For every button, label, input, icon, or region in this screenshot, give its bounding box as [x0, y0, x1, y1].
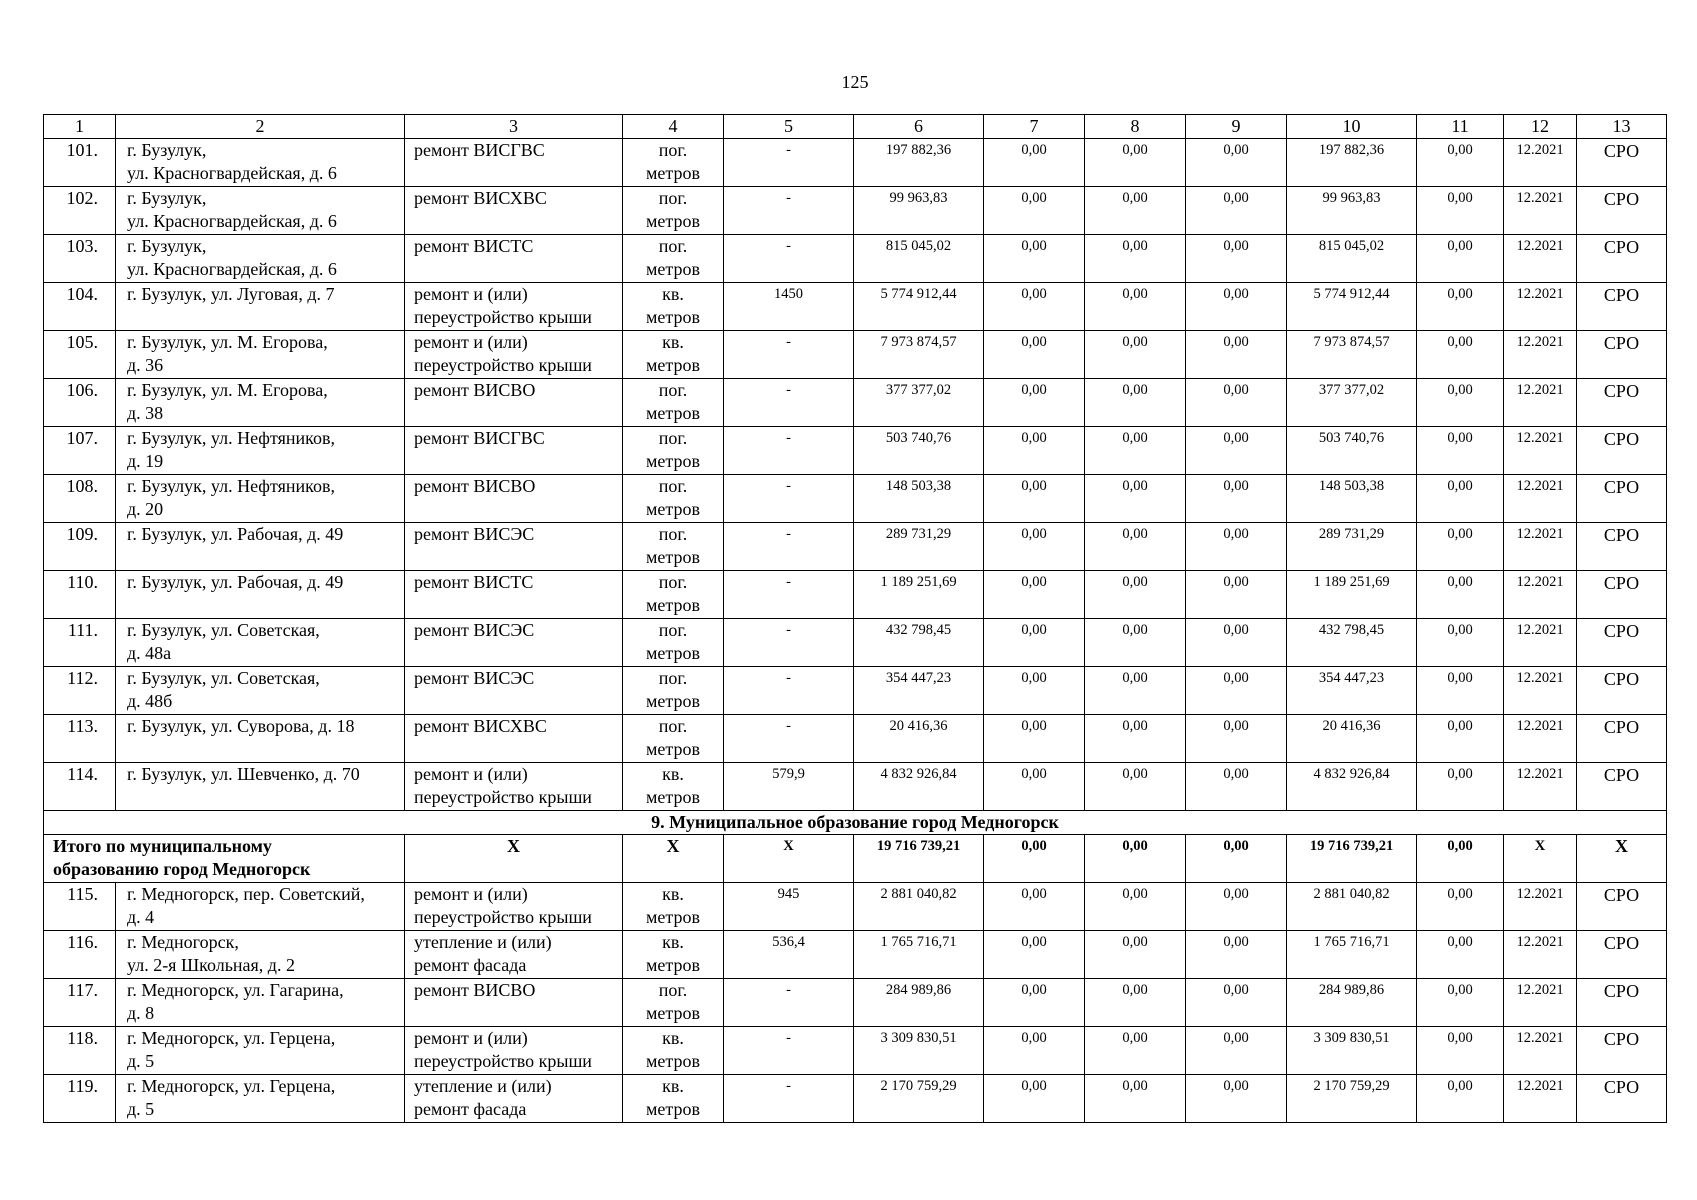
- unit-cell: пог. метров: [623, 979, 724, 1027]
- work-type-cell: ремонт и (или) переустройство крыши: [405, 883, 623, 931]
- row-number: 116.: [44, 931, 116, 979]
- total-cost-cell: 197 882,36: [854, 139, 984, 187]
- completion-date-cell: 12.2021: [1504, 619, 1577, 667]
- subtotal-label: Итого по муниципальному образованию город Медногорск: [44, 835, 405, 883]
- table-rows-mednogorsk: [44, 883, 1667, 1123]
- fund-cost-cell: 354 447,23: [1287, 667, 1417, 715]
- funding-cell: 0,00: [1417, 571, 1504, 619]
- funding-cell: 0,00: [1186, 931, 1287, 979]
- unit-cell: кв. метров: [623, 931, 724, 979]
- quantity-cell: -: [724, 187, 854, 235]
- method-cell: СРО: [1577, 715, 1667, 763]
- funding-cell: 0,00: [1186, 427, 1287, 475]
- quantity-cell: -: [724, 379, 854, 427]
- work-type-cell: ремонт и (или) переустройство крыши: [405, 763, 623, 811]
- funding-cell: 0,00: [1417, 139, 1504, 187]
- quantity-cell: -: [724, 1027, 854, 1075]
- work-type-cell: ремонт ВИСГВС: [405, 139, 623, 187]
- header-cell: 8: [1085, 115, 1186, 139]
- fund-cost-cell: 289 731,29: [1287, 523, 1417, 571]
- funding-cell: 0,00: [1417, 979, 1504, 1027]
- total-cost-cell: 5 774 912,44: [854, 283, 984, 331]
- funding-cell: 0,00: [1085, 619, 1186, 667]
- work-type-cell: утепление и (или) ремонт фасада: [405, 931, 623, 979]
- table-row: [44, 931, 1667, 979]
- repair-program-table: [43, 114, 1667, 1123]
- method-cell: СРО: [1577, 619, 1667, 667]
- table-row: [44, 331, 1667, 379]
- funding-cell: 0,00: [1085, 427, 1186, 475]
- table-row: [44, 571, 1667, 619]
- method-cell: СРО: [1577, 667, 1667, 715]
- funding-cell: 0,00: [984, 235, 1085, 283]
- row-number: 111.: [44, 619, 116, 667]
- table-rows-buzuluk: [44, 139, 1667, 811]
- table-row: [44, 979, 1667, 1027]
- fund-cost-cell: 377 377,02: [1287, 379, 1417, 427]
- total-cost-cell: 815 045,02: [854, 235, 984, 283]
- completion-date-cell: 12.2021: [1504, 475, 1577, 523]
- work-type-cell: ремонт ВИСХВС: [405, 715, 623, 763]
- work-type-cell: ремонт и (или) переустройство крыши: [405, 1027, 623, 1075]
- completion-date-cell: 12.2021: [1504, 187, 1577, 235]
- quantity-cell: 945: [724, 883, 854, 931]
- fund-cost-cell: 5 774 912,44: [1287, 283, 1417, 331]
- fund-cost-cell: 815 045,02: [1287, 235, 1417, 283]
- funding-cell: 0,00: [1085, 1075, 1186, 1123]
- quantity-cell: 536,4: [724, 931, 854, 979]
- funding-cell: 0,00: [1186, 883, 1287, 931]
- funding-cell: 0,00: [984, 283, 1085, 331]
- method-cell: СРО: [1577, 187, 1667, 235]
- funding-cell: 0,00: [1186, 523, 1287, 571]
- completion-date-cell: 12.2021: [1504, 1027, 1577, 1075]
- funding-cell: 0,00: [984, 667, 1085, 715]
- funding-cell: 0,00: [1417, 763, 1504, 811]
- completion-date-cell: 12.2021: [1504, 1075, 1577, 1123]
- funding-cell: 0,00: [1186, 571, 1287, 619]
- quantity-cell: -: [724, 667, 854, 715]
- funding-cell: 0,00: [1085, 139, 1186, 187]
- subtotal-cell: Х: [405, 835, 623, 883]
- funding-cell: 0,00: [984, 931, 1085, 979]
- completion-date-cell: 12.2021: [1504, 667, 1577, 715]
- funding-cell: 0,00: [1085, 283, 1186, 331]
- method-cell: СРО: [1577, 571, 1667, 619]
- subtotal-cell: Х: [1577, 835, 1667, 883]
- table-row: [44, 1027, 1667, 1075]
- method-cell: СРО: [1577, 883, 1667, 931]
- address-cell: г. Бузулук, ул. М. Егорова, д. 36: [116, 331, 405, 379]
- work-type-cell: ремонт ВИСВО: [405, 475, 623, 523]
- header-cell: 3: [405, 115, 623, 139]
- row-number: 105.: [44, 331, 116, 379]
- funding-cell: 0,00: [1417, 931, 1504, 979]
- unit-cell: пог. метров: [623, 475, 724, 523]
- funding-cell: 0,00: [984, 571, 1085, 619]
- funding-cell: 0,00: [1186, 667, 1287, 715]
- header-cell: 2: [116, 115, 405, 139]
- work-type-cell: ремонт ВИСГВС: [405, 427, 623, 475]
- method-cell: СРО: [1577, 331, 1667, 379]
- completion-date-cell: 12.2021: [1504, 283, 1577, 331]
- funding-cell: 0,00: [1417, 235, 1504, 283]
- quantity-cell: -: [724, 427, 854, 475]
- completion-date-cell: 12.2021: [1504, 523, 1577, 571]
- address-cell: г. Бузулук, ул. Красногвардейская, д. 6: [116, 235, 405, 283]
- completion-date-cell: 12.2021: [1504, 979, 1577, 1027]
- header-cell: 6: [854, 115, 984, 139]
- funding-cell: 0,00: [984, 715, 1085, 763]
- quantity-cell: -: [724, 331, 854, 379]
- unit-cell: пог. метров: [623, 619, 724, 667]
- fund-cost-cell: 284 989,86: [1287, 979, 1417, 1027]
- unit-cell: пог. метров: [623, 187, 724, 235]
- section-title: 9. Муниципальное образование город Медногорск: [44, 811, 1667, 835]
- fund-cost-cell: 7 973 874,57: [1287, 331, 1417, 379]
- completion-date-cell: 12.2021: [1504, 571, 1577, 619]
- address-cell: г. Бузулук, ул. Советская, д. 48б: [116, 667, 405, 715]
- funding-cell: 0,00: [1417, 379, 1504, 427]
- funding-cell: 0,00: [1186, 235, 1287, 283]
- total-cost-cell: 377 377,02: [854, 379, 984, 427]
- funding-cell: 0,00: [1417, 331, 1504, 379]
- row-number: 107.: [44, 427, 116, 475]
- quantity-cell: -: [724, 715, 854, 763]
- table-row: [44, 619, 1667, 667]
- funding-cell: 0,00: [1085, 931, 1186, 979]
- method-cell: СРО: [1577, 931, 1667, 979]
- header-cell: 10: [1287, 115, 1417, 139]
- unit-cell: пог. метров: [623, 571, 724, 619]
- funding-cell: 0,00: [1085, 379, 1186, 427]
- row-number: 110.: [44, 571, 116, 619]
- method-cell: СРО: [1577, 979, 1667, 1027]
- fund-cost-cell: 99 963,83: [1287, 187, 1417, 235]
- address-cell: г. Бузулук, ул. Шевченко, д. 70: [116, 763, 405, 811]
- method-cell: СРО: [1577, 283, 1667, 331]
- funding-cell: 0,00: [1085, 715, 1186, 763]
- funding-cell: 0,00: [1186, 1075, 1287, 1123]
- funding-cell: 0,00: [984, 475, 1085, 523]
- header-cell: 12: [1504, 115, 1577, 139]
- column-number-header-row: [44, 115, 1667, 139]
- row-number: 102.: [44, 187, 116, 235]
- table-row: [44, 187, 1667, 235]
- row-number: 119.: [44, 1075, 116, 1123]
- subtotal-cell: Х: [1504, 835, 1577, 883]
- funding-cell: 0,00: [1085, 667, 1186, 715]
- row-number: 118.: [44, 1027, 116, 1075]
- header-cell: 1: [44, 115, 116, 139]
- completion-date-cell: 12.2021: [1504, 331, 1577, 379]
- funding-cell: 0,00: [1085, 571, 1186, 619]
- total-cost-cell: 148 503,38: [854, 475, 984, 523]
- funding-cell: 0,00: [1186, 331, 1287, 379]
- unit-cell: пог. метров: [623, 523, 724, 571]
- funding-cell: 0,00: [1186, 619, 1287, 667]
- total-cost-cell: 2 170 759,29: [854, 1075, 984, 1123]
- subtotal-cell: Х: [623, 835, 724, 883]
- unit-cell: пог. метров: [623, 139, 724, 187]
- work-type-cell: ремонт ВИСЭС: [405, 523, 623, 571]
- address-cell: г. Бузулук, ул. Рабочая, д. 49: [116, 523, 405, 571]
- row-number: 114.: [44, 763, 116, 811]
- subtotal-cell: 0,00: [1085, 835, 1186, 883]
- funding-cell: 0,00: [984, 139, 1085, 187]
- funding-cell: 0,00: [1417, 715, 1504, 763]
- subtotal-fund: 19 716 739,21: [1287, 835, 1417, 883]
- funding-cell: 0,00: [984, 619, 1085, 667]
- unit-cell: пог. метров: [623, 715, 724, 763]
- funding-cell: 0,00: [1085, 763, 1186, 811]
- unit-cell: кв. метров: [623, 1027, 724, 1075]
- table-row: [44, 715, 1667, 763]
- completion-date-cell: 12.2021: [1504, 139, 1577, 187]
- fund-cost-cell: 1 189 251,69: [1287, 571, 1417, 619]
- completion-date-cell: 12.2021: [1504, 379, 1577, 427]
- work-type-cell: ремонт ВИСЭС: [405, 619, 623, 667]
- funding-cell: 0,00: [1417, 475, 1504, 523]
- funding-cell: 0,00: [1186, 475, 1287, 523]
- total-cost-cell: 3 309 830,51: [854, 1027, 984, 1075]
- row-number: 112.: [44, 667, 116, 715]
- method-cell: СРО: [1577, 1027, 1667, 1075]
- unit-cell: кв. метров: [623, 1075, 724, 1123]
- total-cost-cell: 432 798,45: [854, 619, 984, 667]
- fund-cost-cell: 503 740,76: [1287, 427, 1417, 475]
- address-cell: г. Медногорск, ул. Герцена, д. 5: [116, 1075, 405, 1123]
- address-cell: г. Бузулук, ул. Советская, д. 48а: [116, 619, 405, 667]
- subtotal-cell: 0,00: [984, 835, 1085, 883]
- funding-cell: 0,00: [984, 523, 1085, 571]
- row-number: 108.: [44, 475, 116, 523]
- quantity-cell: -: [724, 1075, 854, 1123]
- work-type-cell: утепление и (или) ремонт фасада: [405, 1075, 623, 1123]
- header-cell: 4: [623, 115, 724, 139]
- row-number: 109.: [44, 523, 116, 571]
- address-cell: г. Медногорск, ул. Герцена, д. 5: [116, 1027, 405, 1075]
- row-number: 113.: [44, 715, 116, 763]
- table-row: [44, 283, 1667, 331]
- fund-cost-cell: 3 309 830,51: [1287, 1027, 1417, 1075]
- total-cost-cell: 354 447,23: [854, 667, 984, 715]
- address-cell: г. Бузулук, ул. Красногвардейская, д. 6: [116, 139, 405, 187]
- funding-cell: 0,00: [1417, 619, 1504, 667]
- table-row: [44, 139, 1667, 187]
- funding-cell: 0,00: [1085, 187, 1186, 235]
- address-cell: г. Бузулук, ул. Нефтяников, д. 20: [116, 475, 405, 523]
- funding-cell: 0,00: [1186, 1027, 1287, 1075]
- quantity-cell: -: [724, 979, 854, 1027]
- funding-cell: 0,00: [1417, 187, 1504, 235]
- funding-cell: 0,00: [1085, 1027, 1186, 1075]
- method-cell: СРО: [1577, 235, 1667, 283]
- quantity-cell: -: [724, 475, 854, 523]
- unit-cell: кв. метров: [623, 331, 724, 379]
- completion-date-cell: 12.2021: [1504, 715, 1577, 763]
- funding-cell: 0,00: [1186, 979, 1287, 1027]
- funding-cell: 0,00: [1186, 379, 1287, 427]
- table-row: [44, 427, 1667, 475]
- funding-cell: 0,00: [1085, 331, 1186, 379]
- method-cell: СРО: [1577, 1075, 1667, 1123]
- address-cell: г. Бузулук, ул. Нефтяников, д. 19: [116, 427, 405, 475]
- quantity-cell: 579,9: [724, 763, 854, 811]
- funding-cell: 0,00: [1417, 427, 1504, 475]
- quantity-cell: 1450: [724, 283, 854, 331]
- unit-cell: кв. метров: [623, 283, 724, 331]
- table-row: [44, 883, 1667, 931]
- funding-cell: 0,00: [1417, 283, 1504, 331]
- work-type-cell: ремонт ВИСХВС: [405, 187, 623, 235]
- funding-cell: 0,00: [1186, 763, 1287, 811]
- funding-cell: 0,00: [1085, 475, 1186, 523]
- funding-cell: 0,00: [1186, 283, 1287, 331]
- funding-cell: 0,00: [984, 763, 1085, 811]
- address-cell: г. Медногорск, ул. Гагарина, д. 8: [116, 979, 405, 1027]
- table-row: [44, 475, 1667, 523]
- fund-cost-cell: 2 881 040,82: [1287, 883, 1417, 931]
- fund-cost-cell: 148 503,38: [1287, 475, 1417, 523]
- fund-cost-cell: 4 832 926,84: [1287, 763, 1417, 811]
- funding-cell: 0,00: [1085, 883, 1186, 931]
- funding-cell: 0,00: [1417, 667, 1504, 715]
- total-cost-cell: 7 973 874,57: [854, 331, 984, 379]
- unit-cell: пог. метров: [623, 427, 724, 475]
- funding-cell: 0,00: [1186, 187, 1287, 235]
- work-type-cell: ремонт и (или) переустройство крыши: [405, 331, 623, 379]
- method-cell: СРО: [1577, 379, 1667, 427]
- work-type-cell: ремонт ВИСТС: [405, 571, 623, 619]
- funding-cell: 0,00: [1085, 979, 1186, 1027]
- work-type-cell: ремонт ВИСТС: [405, 235, 623, 283]
- subtotal-row: [44, 835, 1667, 883]
- total-cost-cell: 284 989,86: [854, 979, 984, 1027]
- total-cost-cell: 503 740,76: [854, 427, 984, 475]
- method-cell: СРО: [1577, 763, 1667, 811]
- address-cell: г. Бузулук, ул. Рабочая, д. 49: [116, 571, 405, 619]
- subtotal-cell: 0,00: [1186, 835, 1287, 883]
- fund-cost-cell: 432 798,45: [1287, 619, 1417, 667]
- funding-cell: 0,00: [1085, 523, 1186, 571]
- fund-cost-cell: 1 765 716,71: [1287, 931, 1417, 979]
- unit-cell: кв. метров: [623, 763, 724, 811]
- fund-cost-cell: 20 416,36: [1287, 715, 1417, 763]
- funding-cell: 0,00: [1186, 139, 1287, 187]
- funding-cell: 0,00: [984, 1075, 1085, 1123]
- row-number: 101.: [44, 139, 116, 187]
- completion-date-cell: 12.2021: [1504, 427, 1577, 475]
- funding-cell: 0,00: [1085, 235, 1186, 283]
- total-cost-cell: 289 731,29: [854, 523, 984, 571]
- unit-cell: пог. метров: [623, 667, 724, 715]
- header-cell: 5: [724, 115, 854, 139]
- header-cell: 11: [1417, 115, 1504, 139]
- completion-date-cell: 12.2021: [1504, 931, 1577, 979]
- total-cost-cell: 20 416,36: [854, 715, 984, 763]
- table-row: [44, 667, 1667, 715]
- method-cell: СРО: [1577, 523, 1667, 571]
- funding-cell: 0,00: [984, 187, 1085, 235]
- address-cell: г. Бузулук, ул. Луговая, д. 7: [116, 283, 405, 331]
- fund-cost-cell: 197 882,36: [1287, 139, 1417, 187]
- quantity-cell: -: [724, 619, 854, 667]
- row-number: 117.: [44, 979, 116, 1027]
- work-type-cell: ремонт ВИСВО: [405, 379, 623, 427]
- subtotal-cell: 0,00: [1417, 835, 1504, 883]
- method-cell: СРО: [1577, 427, 1667, 475]
- fund-cost-cell: 2 170 759,29: [1287, 1075, 1417, 1123]
- funding-cell: 0,00: [1417, 1027, 1504, 1075]
- completion-date-cell: 12.2021: [1504, 763, 1577, 811]
- address-cell: г. Медногорск, пер. Советский, д. 4: [116, 883, 405, 931]
- unit-cell: пог. метров: [623, 235, 724, 283]
- table-row: [44, 523, 1667, 571]
- quantity-cell: -: [724, 571, 854, 619]
- address-cell: г. Бузулук, ул. М. Егорова, д. 38: [116, 379, 405, 427]
- work-type-cell: ремонт и (или) переустройство крыши: [405, 283, 623, 331]
- row-number: 115.: [44, 883, 116, 931]
- quantity-cell: -: [724, 523, 854, 571]
- funding-cell: 0,00: [984, 331, 1085, 379]
- total-cost-cell: 1 189 251,69: [854, 571, 984, 619]
- total-cost-cell: 99 963,83: [854, 187, 984, 235]
- table-row: [44, 379, 1667, 427]
- method-cell: СРО: [1577, 475, 1667, 523]
- row-number: 104.: [44, 283, 116, 331]
- funding-cell: 0,00: [984, 427, 1085, 475]
- row-number: 106.: [44, 379, 116, 427]
- work-type-cell: ремонт ВИСВО: [405, 979, 623, 1027]
- total-cost-cell: 4 832 926,84: [854, 763, 984, 811]
- unit-cell: кв. метров: [623, 883, 724, 931]
- header-cell: 7: [984, 115, 1085, 139]
- funding-cell: 0,00: [984, 1027, 1085, 1075]
- header-cell: 13: [1577, 115, 1667, 139]
- row-number: 103.: [44, 235, 116, 283]
- completion-date-cell: 12.2021: [1504, 883, 1577, 931]
- funding-cell: 0,00: [1186, 715, 1287, 763]
- subtotal-cell: Х: [724, 835, 854, 883]
- subtotal-total: 19 716 739,21: [854, 835, 984, 883]
- funding-cell: 0,00: [1417, 883, 1504, 931]
- funding-cell: 0,00: [1417, 523, 1504, 571]
- page-number: 125: [841, 72, 869, 92]
- quantity-cell: -: [724, 235, 854, 283]
- table-row: [44, 235, 1667, 283]
- table-row: [44, 1075, 1667, 1123]
- section-title-row: [44, 811, 1667, 835]
- total-cost-cell: 2 881 040,82: [854, 883, 984, 931]
- address-cell: г. Медногорск, ул. 2-я Школьная, д. 2: [116, 931, 405, 979]
- header-cell: 9: [1186, 115, 1287, 139]
- address-cell: г. Бузулук, ул. Красногвардейская, д. 6: [116, 187, 405, 235]
- funding-cell: 0,00: [984, 883, 1085, 931]
- funding-cell: 0,00: [984, 979, 1085, 1027]
- funding-cell: 0,00: [984, 379, 1085, 427]
- completion-date-cell: 12.2021: [1504, 235, 1577, 283]
- address-cell: г. Бузулук, ул. Суворова, д. 18: [116, 715, 405, 763]
- work-type-cell: ремонт ВИСЭС: [405, 667, 623, 715]
- quantity-cell: -: [724, 139, 854, 187]
- table-row: [44, 763, 1667, 811]
- method-cell: СРО: [1577, 139, 1667, 187]
- funding-cell: 0,00: [1417, 1075, 1504, 1123]
- unit-cell: пог. метров: [623, 379, 724, 427]
- total-cost-cell: 1 765 716,71: [854, 931, 984, 979]
